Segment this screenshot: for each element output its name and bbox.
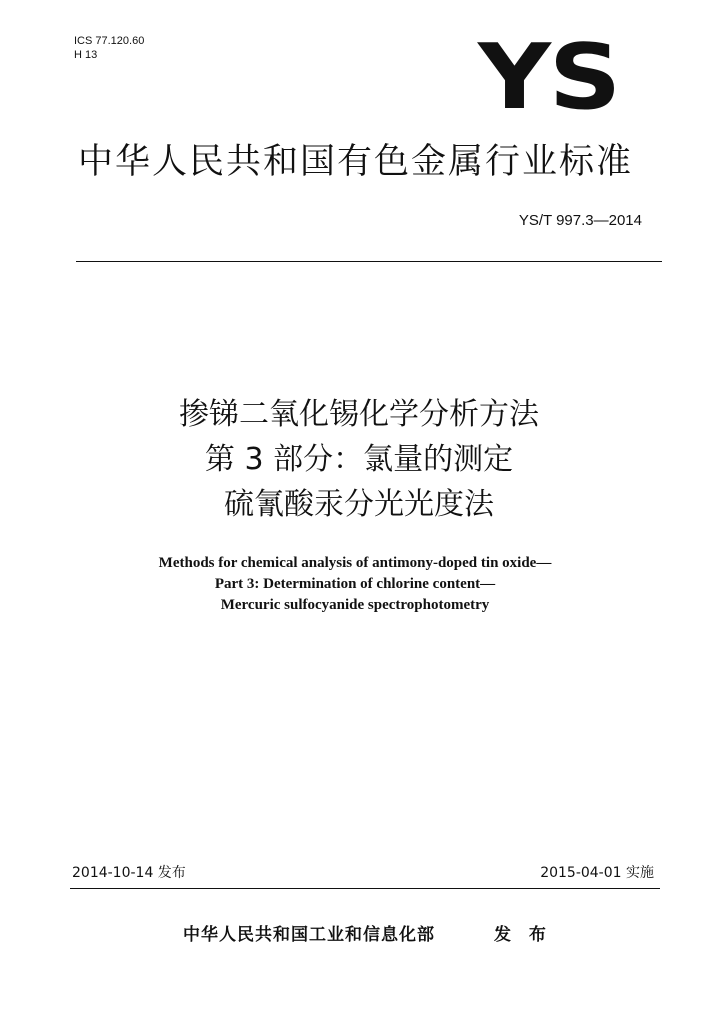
top-divider (76, 261, 662, 262)
ics-number: ICS 77.120.60 (74, 35, 145, 47)
issue-date: 2014-10-14 发布 (72, 865, 186, 881)
publish-label: 发 布 (494, 925, 552, 945)
title-chinese (0, 392, 710, 527)
standard-code: YS/T 997.3—2014 (518, 212, 642, 229)
org-title: 中华人民共和国有色金属行业标准 (78, 142, 634, 182)
title-en-line-3: Mercuric sulfocyanide spectrophotometry (220, 597, 490, 613)
publisher-name: 中华人民共和国工业和信息化部 (183, 925, 435, 945)
title-en-line-1: Methods for chemical analysis of antimony-doped tin oxide— (158, 555, 552, 571)
ics-block (74, 34, 144, 62)
title-cn-line-1: 掺锑二氧化锡化学分析方法 (179, 397, 539, 432)
title-english (0, 553, 710, 616)
implementation-date: 2015-04-01 实施 (540, 865, 654, 881)
title-cn-line-2: 第 3 部分：氯量的测定 (204, 442, 514, 477)
classification-code: H 13 (74, 49, 98, 61)
ys-logo: YS (478, 25, 620, 130)
bottom-divider (70, 888, 660, 889)
title-cn-line-3: 硫氰酸汞分光光度法 (224, 487, 494, 522)
title-en-line-2: Part 3: Determination of chlorine content— (214, 576, 496, 592)
